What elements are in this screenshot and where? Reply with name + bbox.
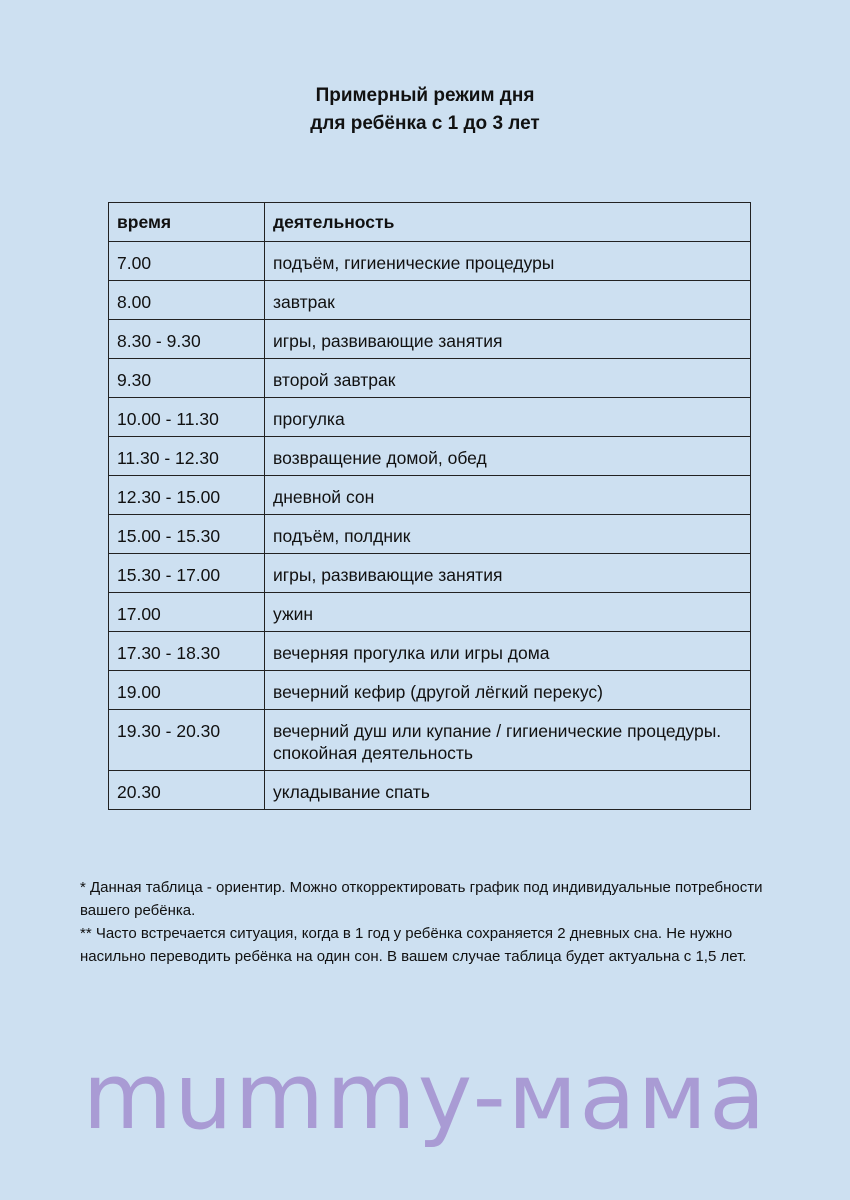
row-activity (265, 320, 751, 359)
brand-logo-graphic (75, 1040, 775, 1160)
row-time: 19.30 - 20.30 (109, 710, 265, 771)
table-row (109, 771, 751, 810)
row-time: 12.30 - 15.00 (109, 476, 265, 515)
brand-logo (0, 1040, 850, 1160)
footnotes (80, 876, 770, 968)
row-activity (265, 281, 751, 320)
page-title (0, 82, 850, 138)
activity-line: спокойная деятельность (273, 743, 474, 763)
row-activity (265, 771, 751, 810)
page-title-line-1: Примерный режим дня (315, 85, 535, 106)
table-row (109, 593, 751, 632)
row-activity (265, 242, 751, 281)
row-time: 17.30 - 18.30 (109, 632, 265, 671)
row-time: 7.00 (109, 242, 265, 281)
table-row (109, 359, 751, 398)
footnote-2: ** Часто встречается ситуация, когда в 1 год у ребёнка сохраняется 2 дневных сна. Не нужно насильно переводить ребёнка на один сон. В вашем случае таблица будет актуальна с 1,5 лет. (80, 925, 747, 965)
row-time: 17.00 (109, 593, 265, 632)
activity-line: вечерний кефир (другой лёгкий перекус) (273, 682, 604, 702)
activity-line: второй завтрак (273, 370, 396, 390)
activity-line: возвращение домой, обед (273, 448, 487, 468)
activity-line: ужин (273, 604, 314, 624)
row-time: 19.00 (109, 671, 265, 710)
table-row (109, 671, 751, 710)
header-time: время (109, 203, 265, 242)
table-row (109, 710, 751, 771)
row-activity (265, 437, 751, 476)
row-activity (265, 359, 751, 398)
table-row (109, 437, 751, 476)
row-time: 11.30 - 12.30 (109, 437, 265, 476)
row-activity (265, 632, 751, 671)
table-row (109, 242, 751, 281)
table-row (109, 398, 751, 437)
row-time: 15.30 - 17.00 (109, 554, 265, 593)
schedule-table (108, 202, 751, 810)
row-time: 8.00 (109, 281, 265, 320)
table-row (109, 515, 751, 554)
activity-line: игры, развивающие занятия (273, 331, 503, 351)
row-activity (265, 593, 751, 632)
row-activity (265, 398, 751, 437)
table-row (109, 632, 751, 671)
row-time: 10.00 - 11.30 (109, 398, 265, 437)
header-activity: деятельность (265, 203, 751, 242)
activity-line: игры, развивающие занятия (273, 565, 503, 585)
row-activity (265, 515, 751, 554)
footnote-1: * Данная таблица - ориентир. Можно откорректировать график под индивидуальные потребности вашего ребёнка. (80, 879, 763, 919)
table-row (109, 281, 751, 320)
table-row (109, 476, 751, 515)
page-title-line-2: для ребёнка с 1 до 3 лет (310, 113, 540, 134)
table-row (109, 320, 751, 359)
row-activity (265, 554, 751, 593)
activity-line: прогулка (273, 409, 345, 429)
activity-line: вечерняя прогулка или игры дома (273, 643, 550, 663)
table-row (109, 554, 751, 593)
row-time: 15.00 - 15.30 (109, 515, 265, 554)
table-header-row (109, 203, 751, 242)
activity-line: подъём, полдник (273, 526, 411, 546)
activity-line: завтрак (273, 292, 335, 312)
row-activity (265, 476, 751, 515)
row-time: 9.30 (109, 359, 265, 398)
activity-line: дневной сон (273, 487, 375, 507)
activity-line: вечерний душ или купание / гигиенические процедуры. (273, 721, 722, 741)
activity-line: укладывание спать (273, 782, 430, 802)
row-time: 20.30 (109, 771, 265, 810)
schedule-table-body (109, 242, 751, 810)
activity-line: подъём, гигиенические процедуры (273, 253, 555, 273)
row-activity (265, 671, 751, 710)
row-activity (265, 710, 751, 771)
brand-logo-text: mummy-мама (82, 1043, 768, 1150)
row-time: 8.30 - 9.30 (109, 320, 265, 359)
